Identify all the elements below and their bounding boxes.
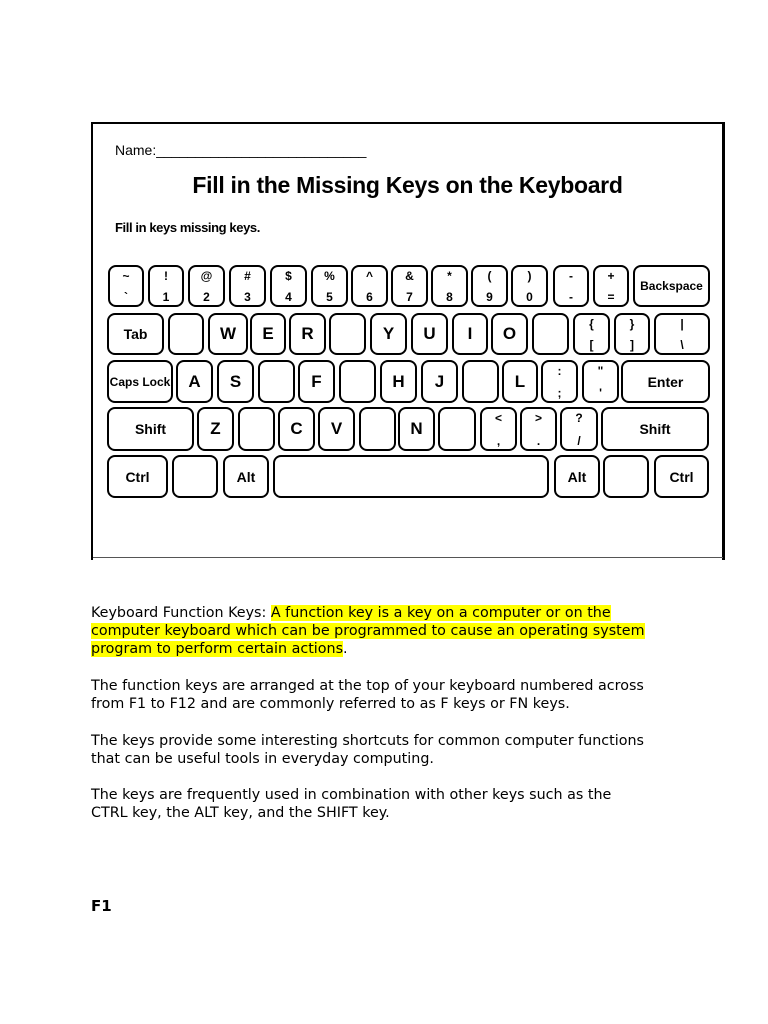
- key-base-symbol: ;: [557, 386, 562, 400]
- key-base-symbol: \: [680, 338, 684, 352]
- key-base-symbol: -: [569, 290, 573, 304]
- key-row3-11: [541, 360, 578, 403]
- key-label: S: [229, 371, 242, 391]
- definition-prefix: Keyboard Function Keys:: [91, 605, 271, 621]
- paragraph-combinations: [91, 786, 691, 822]
- blank-key-row5-2: [172, 455, 218, 498]
- key-base-symbol: 7: [406, 290, 413, 304]
- key-label: Shift: [639, 421, 671, 437]
- definition-highlight-2: computer keyboard which can be programmed to cause an operating system: [91, 623, 645, 639]
- paragraph-definition: [91, 604, 691, 658]
- arrangement-line-2: from F1 to F12 and are commonly referred to as F keys or FN keys.: [91, 696, 570, 712]
- key-alt: [223, 455, 269, 498]
- key-caps-lock: [107, 360, 173, 403]
- key-label: N: [410, 419, 423, 438]
- worksheet-instruction: Fill in keys missing keys.: [115, 220, 260, 235]
- key-shift-symbol: <: [494, 411, 502, 425]
- worksheet-title: Fill in the Missing Keys on the Keyboard: [192, 172, 623, 198]
- key-shift-symbol: ": [597, 364, 604, 378]
- key-r: [289, 313, 326, 355]
- key-i: [452, 313, 488, 355]
- key-label: C: [290, 419, 303, 438]
- key-row1-5: [270, 265, 307, 307]
- key-row1-4: [229, 265, 266, 307]
- key-y: [370, 313, 407, 355]
- blank-key-row2-6: [329, 313, 366, 355]
- key-alt: [554, 455, 600, 498]
- shortcuts-line-1: The keys provide some interesting shortcuts for common computer functions: [91, 733, 644, 749]
- key-label: A: [188, 371, 201, 391]
- key-tab: [107, 313, 164, 355]
- key-label: Alt: [567, 468, 587, 485]
- blank-key-row3-4: [258, 360, 295, 403]
- key-base-symbol: =: [607, 290, 615, 304]
- key-shift-symbol: >: [534, 411, 542, 425]
- key-row1-10: [471, 265, 508, 307]
- key-row1-8: [391, 265, 428, 307]
- key-base-symbol: ,: [496, 434, 501, 448]
- key-shift-symbol: !: [164, 269, 168, 283]
- key-enter: [621, 360, 710, 403]
- paragraph-shortcuts: [91, 732, 691, 768]
- key-label: V: [330, 419, 343, 438]
- key-row4-10: [520, 407, 557, 451]
- name-field-label: Name:___________________________: [115, 142, 367, 158]
- blank-key-row2-11: [532, 313, 569, 355]
- key-base-symbol: 5: [326, 290, 333, 304]
- key-base-symbol: 4: [285, 290, 292, 304]
- shortcuts-line-2: that can be useful tools in everyday computing.: [91, 751, 434, 767]
- key-row1-2: [148, 265, 184, 307]
- key-l: [502, 360, 538, 403]
- key-base-symbol: .: [536, 434, 541, 448]
- arrangement-line-1: The function keys are arranged at the top of your keyboard numbered across: [91, 678, 644, 694]
- key-row1-7: [351, 265, 388, 307]
- key-shift-symbol: ^: [365, 269, 373, 283]
- key-shift-symbol: +: [607, 269, 615, 283]
- key-label: Alt: [236, 468, 256, 485]
- key-backspace: [633, 265, 710, 307]
- blank-key-row3-9: [462, 360, 499, 403]
- key-shift: [601, 407, 709, 451]
- key-label: Enter: [647, 373, 684, 390]
- combinations-line-2: CTRL key, the ALT key, and the SHIFT key.: [91, 805, 390, 821]
- key-label: Backspace: [640, 279, 703, 293]
- key-label: Y: [382, 324, 395, 343]
- key-ctrl: [107, 455, 168, 498]
- blank-key-row4-6: [359, 407, 396, 451]
- key-base-symbol: [: [589, 338, 594, 352]
- key-label: H: [392, 371, 405, 391]
- key-f: [298, 360, 335, 403]
- key-label: J: [434, 371, 445, 391]
- key-e: [250, 313, 286, 355]
- key-label: Ctrl: [669, 468, 694, 485]
- key-z: [197, 407, 234, 451]
- key-shift-symbol: $: [285, 269, 292, 283]
- key-base-symbol: 3: [244, 290, 251, 304]
- key-label: R: [301, 324, 314, 343]
- key-base-symbol: /: [577, 434, 581, 448]
- blank-key-row4-3: [238, 407, 275, 451]
- key-row4-11: [560, 407, 598, 451]
- key-n: [398, 407, 435, 451]
- key-u: [411, 313, 448, 355]
- key-base-symbol: 1: [162, 290, 170, 304]
- key-label: W: [219, 324, 237, 343]
- key-shift-symbol: &: [405, 269, 414, 283]
- key-row2-13: [614, 313, 650, 355]
- blank-key-row3-6: [339, 360, 376, 403]
- key-base-symbol: 9: [486, 290, 493, 304]
- key-s: [217, 360, 254, 403]
- key-row1-11: [511, 265, 548, 307]
- key-shift: [107, 407, 194, 451]
- key-shift-symbol: ~: [122, 269, 130, 283]
- key-shift-symbol: {: [589, 317, 594, 331]
- key-base-symbol: ]: [630, 338, 634, 352]
- definition-suffix: .: [343, 641, 348, 657]
- key-row1-6: [311, 265, 348, 307]
- key-a: [176, 360, 213, 403]
- blank-key-row5-4: [273, 455, 549, 498]
- key-label: L: [514, 371, 526, 391]
- blank-key-row5-6: [603, 455, 649, 498]
- key-row4-9: [480, 407, 517, 451]
- combinations-line-1: The keys are frequently used in combination with other keys such as the: [91, 787, 612, 803]
- f1-heading: F1: [91, 897, 112, 915]
- key-row2-12: [573, 313, 610, 355]
- key-base-symbol: ': [599, 386, 602, 400]
- key-shift-symbol: |: [680, 317, 684, 331]
- key-label: I: [467, 324, 473, 343]
- key-h: [380, 360, 417, 403]
- key-row1-13: [593, 265, 629, 307]
- key-label: Ctrl: [125, 468, 150, 485]
- key-label: O: [502, 324, 517, 343]
- key-row1-1: [108, 265, 144, 307]
- key-ctrl: [654, 455, 709, 498]
- key-shift-symbol: *: [447, 269, 452, 283]
- key-label: U: [423, 324, 436, 343]
- key-j: [421, 360, 458, 403]
- key-base-symbol: `: [124, 290, 128, 304]
- key-shift-symbol: #: [244, 269, 251, 283]
- key-label: F: [311, 371, 322, 391]
- key-base-symbol: 0: [526, 290, 533, 304]
- key-label: Tab: [123, 326, 148, 342]
- key-v: [318, 407, 355, 451]
- key-c: [278, 407, 315, 451]
- key-base-symbol: 8: [446, 290, 453, 304]
- key-row1-9: [431, 265, 468, 307]
- key-base-symbol: 6: [366, 290, 373, 304]
- blank-key-row4-8: [438, 407, 476, 451]
- definition-highlight-3: program to perform certain actions: [91, 641, 344, 657]
- key-w: [208, 313, 248, 355]
- key-shift-symbol: ): [527, 269, 532, 283]
- key-row3-12: [582, 360, 619, 403]
- key-base-symbol: 2: [203, 290, 210, 304]
- key-shift-symbol: @: [200, 269, 213, 283]
- key-shift-symbol: -: [569, 269, 573, 283]
- key-row2-14: [654, 313, 710, 355]
- blank-key-row2-2: [168, 313, 204, 355]
- key-shift-symbol: }: [629, 317, 635, 331]
- definition-highlight-1: A function key is a key on a computer or on the: [270, 605, 611, 621]
- key-row1-3: [188, 265, 225, 307]
- key-label: Shift: [134, 421, 167, 437]
- key-shift-symbol: :: [557, 364, 562, 378]
- key-shift-symbol: %: [324, 269, 335, 283]
- key-row1-12: [553, 265, 589, 307]
- worksheet-bottom-rule: [93, 557, 723, 558]
- key-label: E: [262, 324, 274, 343]
- key-label: Z: [210, 419, 221, 438]
- key-shift-symbol: (: [487, 269, 492, 283]
- key-o: [491, 313, 528, 355]
- key-shift-symbol: ?: [575, 411, 583, 425]
- key-label: Caps Lock: [109, 374, 171, 389]
- paragraph-arrangement: [91, 677, 691, 713]
